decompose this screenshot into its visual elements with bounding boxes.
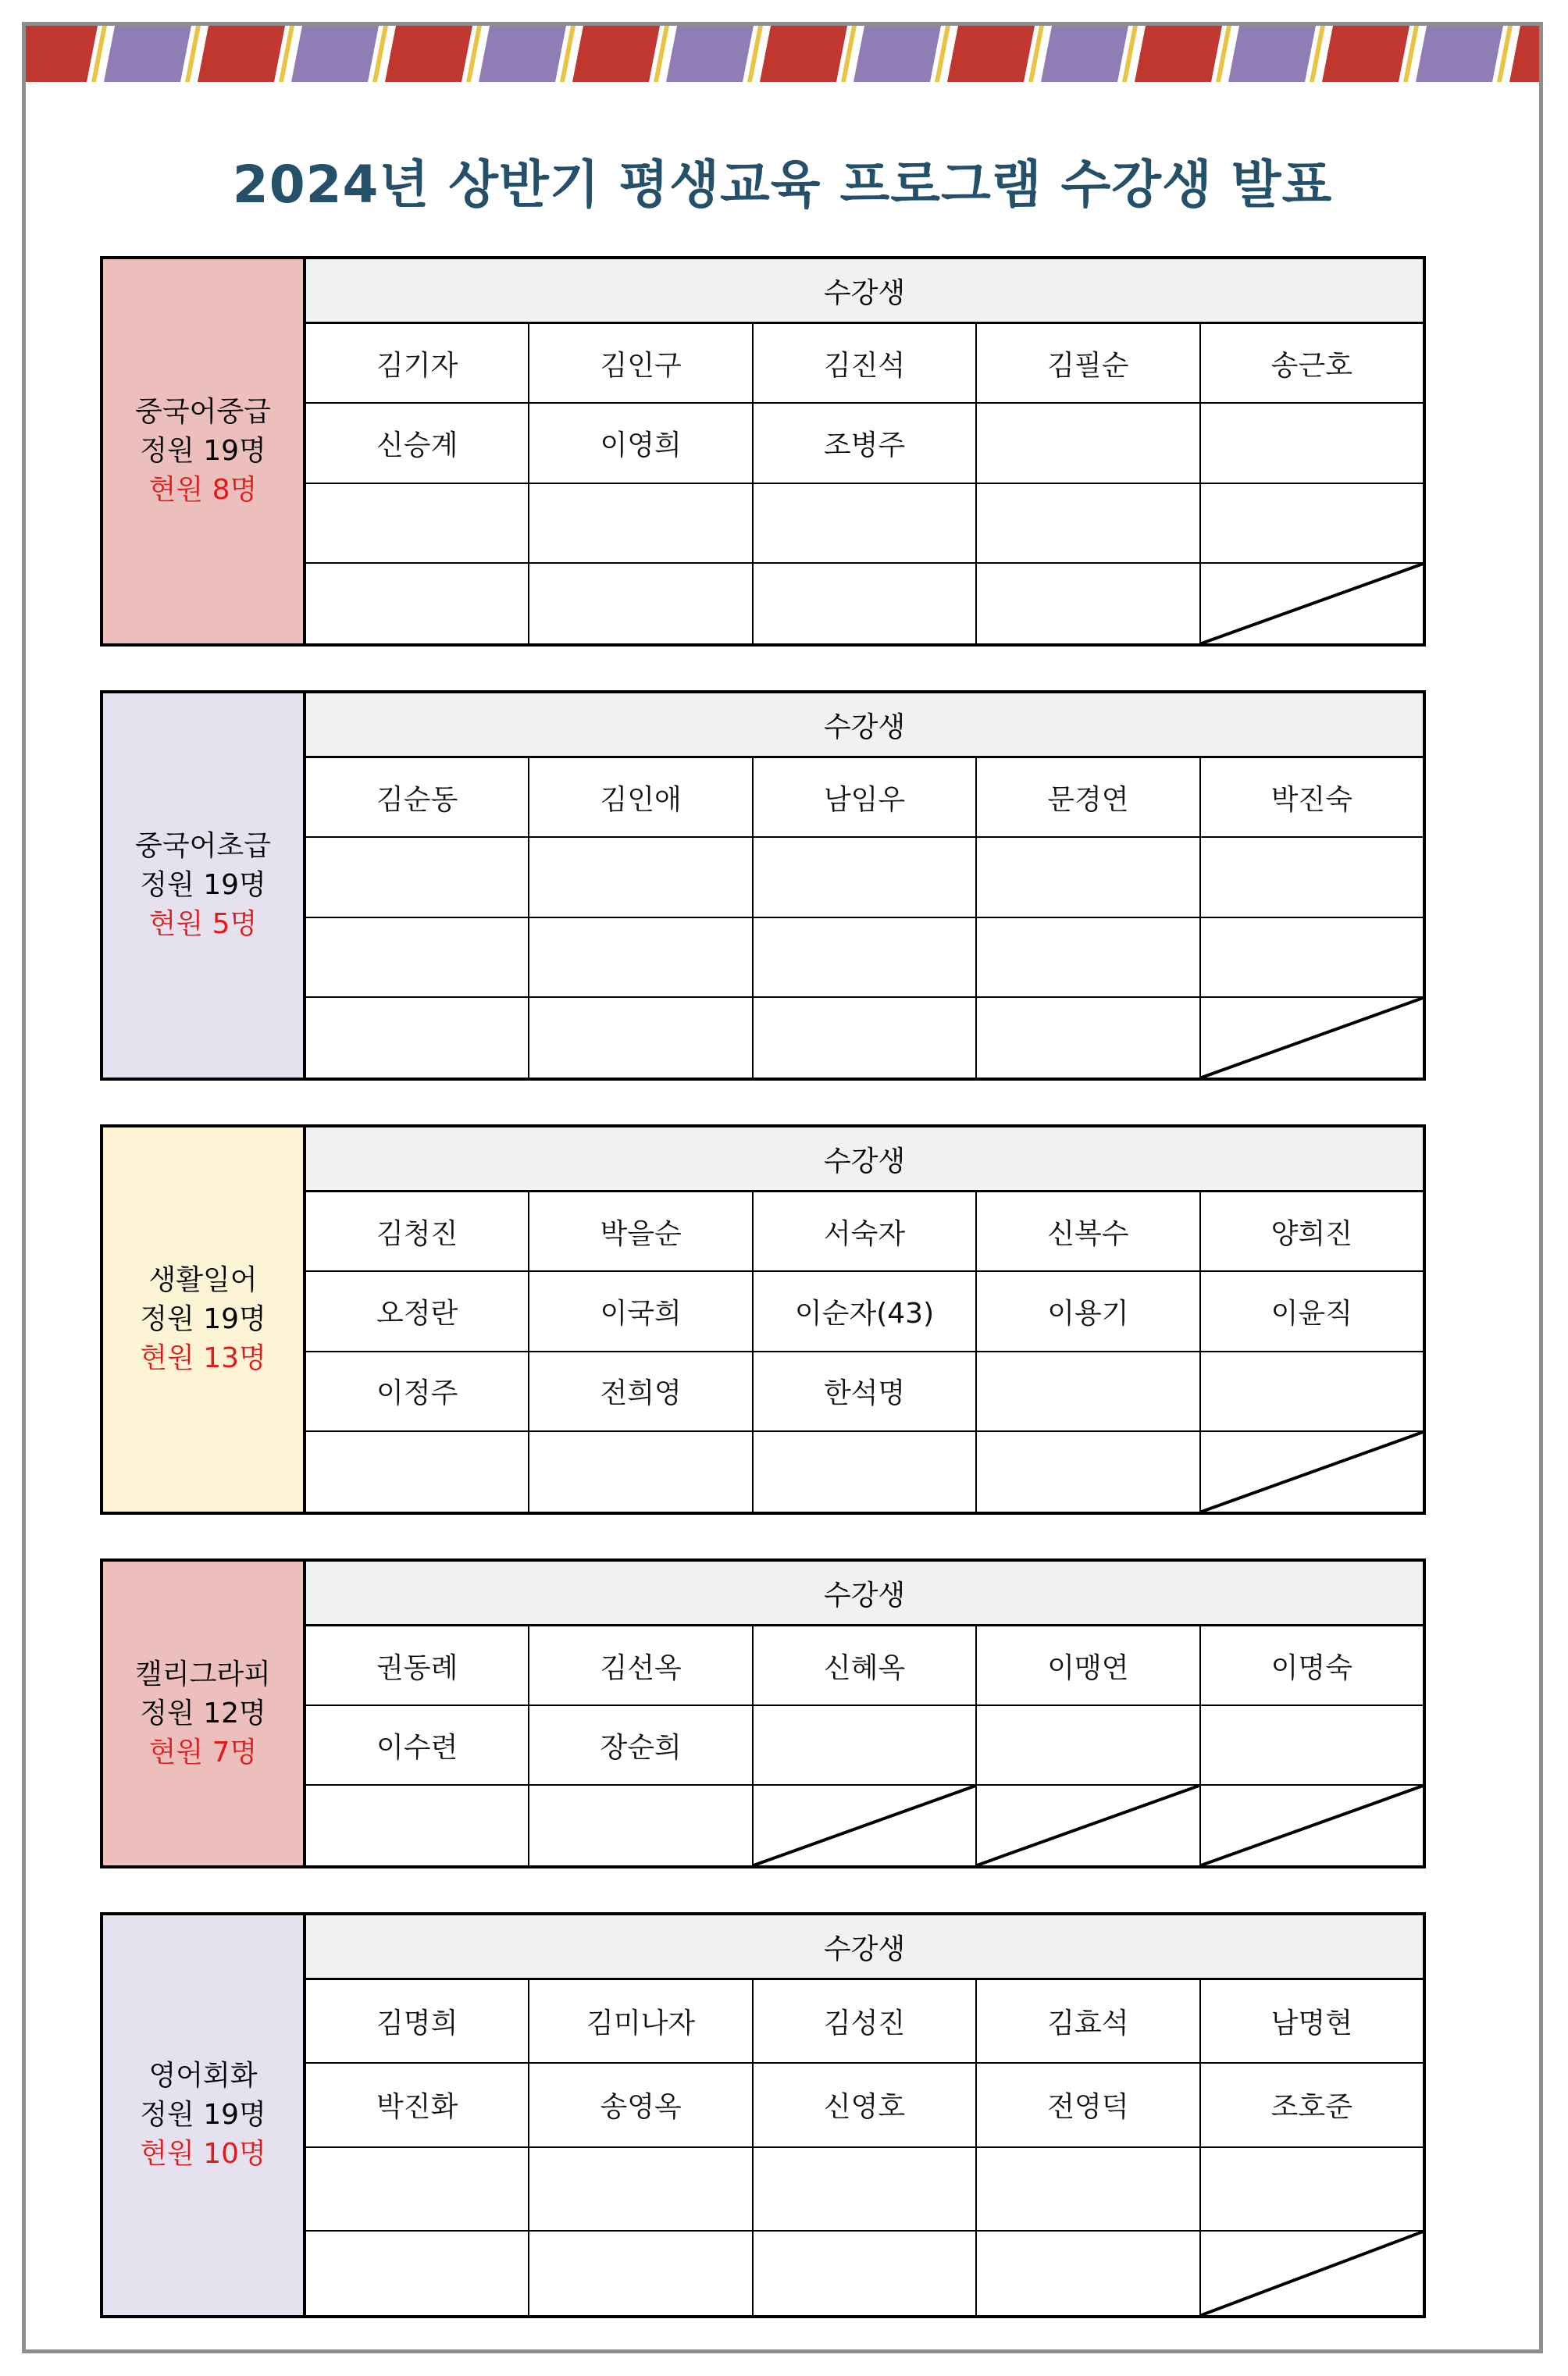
student-name-cell <box>754 918 977 996</box>
current-count-label: 현원 8명 <box>148 474 258 506</box>
student-name-cell: 김성진 <box>754 1980 977 2062</box>
student-name-cell <box>306 2232 529 2315</box>
table-row <box>306 2232 1423 2315</box>
student-name-cell <box>754 2232 977 2315</box>
course-section <box>100 1912 1426 2318</box>
student-table <box>306 1915 1423 2315</box>
course-category <box>103 259 306 643</box>
student-name-cell <box>977 1352 1200 1430</box>
student-name-cell: 신복수 <box>977 1192 1200 1270</box>
capacity-label: 정원 19명 <box>140 435 266 467</box>
student-name-cell: 이용기 <box>977 1272 1200 1350</box>
student-name-cell <box>1201 918 1423 996</box>
student-name-cell <box>529 2232 753 2315</box>
student-name-cell <box>529 1786 753 1865</box>
course-category <box>103 1562 306 1865</box>
student-name-cell: 이윤직 <box>1270 1297 1352 1330</box>
stripe-band <box>1228 26 1316 82</box>
unavailable-slash-mark <box>754 1786 975 1865</box>
table-row <box>306 2148 1423 2232</box>
student-name-cell <box>306 1432 529 1512</box>
stripe-band <box>385 26 472 82</box>
stripe-band <box>26 26 98 82</box>
student-name-cell: 김인애 <box>529 758 753 836</box>
course-name: 영어회화 <box>148 2060 258 2092</box>
student-name-cell <box>754 564 977 643</box>
course-section <box>100 1124 1426 1515</box>
student-name-cell: 김진석 <box>754 324 977 402</box>
stripe-band <box>1135 26 1222 82</box>
student-name-cell <box>977 2232 1200 2315</box>
current-count-label: 현원 10명 <box>140 2138 266 2170</box>
student-name-cell <box>754 1706 977 1784</box>
student-name-cell: 이명숙 <box>1270 1651 1352 1684</box>
student-table <box>306 1127 1423 1512</box>
student-name-cell <box>977 998 1200 1078</box>
student-name-cell: 권동례 <box>306 1626 529 1705</box>
table-row <box>306 1272 1423 1352</box>
unavailable-slash-mark <box>1201 1786 1423 1865</box>
table-row <box>306 1626 1423 1706</box>
student-name-cell: 이영희 <box>529 404 753 482</box>
student-table <box>306 1562 1423 1865</box>
student-name-cell <box>977 564 1200 643</box>
student-name-cell <box>754 998 977 1078</box>
student-name-cell <box>977 2148 1200 2230</box>
student-name-cell <box>1201 838 1423 916</box>
student-name-cell <box>529 918 753 996</box>
table-row <box>306 1352 1423 1432</box>
student-name-cell: 이수련 <box>306 1706 529 1784</box>
unavailable-slash-mark <box>1201 564 1423 643</box>
student-name-cell <box>754 484 977 562</box>
stripe-band <box>198 26 285 82</box>
student-name-cell <box>977 1432 1200 1512</box>
capacity-label: 정원 19명 <box>140 1303 266 1335</box>
table-row <box>306 1980 1423 2064</box>
table-row <box>306 1786 1423 1865</box>
student-name-cell: 신승계 <box>306 404 529 482</box>
capacity-label: 정원 19명 <box>140 2099 266 2131</box>
student-name-cell <box>977 484 1200 562</box>
course-name: 중국어중급 <box>135 396 271 428</box>
student-name-cell: 조병주 <box>754 404 977 482</box>
student-name-cell <box>306 838 529 916</box>
student-name-cell: 양희진 <box>1270 1217 1352 1250</box>
student-name-cell: 이국희 <box>529 1272 753 1350</box>
student-name-cell: 조호준 <box>1270 2091 1352 2124</box>
table-header: 수강생 <box>306 1915 1423 1980</box>
course-name: 캘리그라피 <box>135 1658 271 1690</box>
table-header: 수강생 <box>306 1127 1423 1192</box>
course-name: 중국어초급 <box>135 830 271 862</box>
student-name-cell <box>529 998 753 1078</box>
student-name-cell <box>754 838 977 916</box>
student-name-cell: 서숙자 <box>754 1192 977 1270</box>
stripe-band <box>853 26 941 82</box>
table-header: 수강생 <box>306 693 1423 758</box>
stripe-band <box>1322 26 1409 82</box>
stripe-band <box>104 26 191 82</box>
table-row <box>306 1432 1423 1512</box>
stripe-band <box>1041 26 1128 82</box>
student-name-cell: 김선옥 <box>529 1626 753 1705</box>
stripe-band <box>666 26 754 82</box>
student-name-cell <box>306 918 529 996</box>
student-name-cell: 신영호 <box>754 2064 977 2146</box>
student-name-cell <box>1201 1706 1423 1784</box>
table-row <box>306 998 1423 1078</box>
table-row <box>306 1192 1423 1272</box>
table-header: 수강생 <box>306 259 1423 324</box>
student-name-cell <box>306 998 529 1078</box>
student-name-cell <box>306 1786 529 1865</box>
student-name-cell <box>529 2148 753 2230</box>
current-count-label: 현원 5명 <box>148 908 258 940</box>
course-section <box>100 1558 1426 1868</box>
student-name-cell: 문경연 <box>977 758 1200 836</box>
student-name-cell: 오정란 <box>306 1272 529 1350</box>
course-section <box>100 690 1426 1081</box>
student-name-cell: 박진화 <box>306 2064 529 2146</box>
student-name-cell <box>306 484 529 562</box>
student-name-cell <box>1201 1352 1423 1430</box>
course-section <box>100 256 1426 647</box>
stripe-band <box>291 26 379 82</box>
student-name-cell <box>754 2148 977 2230</box>
stripe-band <box>760 26 847 82</box>
unavailable-slash-mark <box>1201 1432 1423 1512</box>
student-name-cell: 송영옥 <box>529 2064 753 2146</box>
table-row <box>306 484 1423 564</box>
student-name-cell <box>977 918 1200 996</box>
student-name-cell: 전희영 <box>529 1352 753 1430</box>
capacity-label: 정원 19명 <box>140 869 266 901</box>
student-name-cell <box>1201 2232 1423 2315</box>
student-name-cell: 장순희 <box>529 1706 753 1784</box>
decorative-stripe-border <box>26 26 1539 82</box>
course-category <box>103 1127 306 1512</box>
stripe-band <box>1509 26 1539 82</box>
stripe-band <box>479 26 566 82</box>
student-name-cell: 전영덕 <box>977 2064 1200 2146</box>
student-name-cell: 김인구 <box>529 324 753 402</box>
student-name-cell <box>1201 998 1423 1078</box>
student-name-cell: 박을순 <box>529 1192 753 1270</box>
student-name-cell: 김기자 <box>306 324 529 402</box>
student-name-cell: 김명희 <box>306 1980 529 2062</box>
table-row <box>306 918 1423 998</box>
table-row <box>306 564 1423 643</box>
unavailable-slash-mark <box>977 1786 1199 1865</box>
stripe-band <box>1416 26 1503 82</box>
page-title: 2024년 상반기 평생교육 프로그램 수강생 발표 <box>232 155 1333 215</box>
student-name-cell <box>1201 1786 1423 1865</box>
table-row <box>306 1706 1423 1786</box>
table-header: 수강생 <box>306 1562 1423 1626</box>
table-row <box>306 2064 1423 2147</box>
student-name-cell <box>977 1706 1200 1784</box>
student-name-cell <box>529 1432 753 1512</box>
student-name-cell: 한석명 <box>754 1352 977 1430</box>
course-category <box>103 1915 306 2315</box>
student-name-cell: 신혜옥 <box>754 1626 977 1705</box>
student-name-cell <box>1201 564 1423 643</box>
unavailable-slash-mark <box>1201 998 1423 1078</box>
student-name-cell <box>306 2148 529 2230</box>
student-name-cell <box>529 484 753 562</box>
current-count-label: 현원 13명 <box>140 1342 266 1374</box>
student-name-cell: 이순자(43) <box>754 1272 977 1350</box>
student-name-cell: 남명현 <box>1270 2007 1352 2040</box>
student-name-cell <box>529 838 753 916</box>
table-row <box>306 758 1423 838</box>
student-name-cell <box>1201 484 1423 562</box>
table-row <box>306 404 1423 483</box>
student-name-cell <box>977 1786 1200 1865</box>
student-name-cell <box>754 1786 977 1865</box>
student-name-cell: 남임우 <box>754 758 977 836</box>
student-name-cell: 송근호 <box>1270 349 1352 382</box>
student-name-cell: 김청진 <box>306 1192 529 1270</box>
current-count-label: 현원 7명 <box>148 1736 258 1769</box>
student-name-cell <box>1201 2148 1423 2230</box>
student-name-cell <box>977 404 1200 482</box>
student-name-cell <box>1201 1432 1423 1512</box>
student-name-cell: 이정주 <box>306 1352 529 1430</box>
student-name-cell: 김미나자 <box>529 1980 753 2062</box>
table-row <box>306 838 1423 917</box>
student-name-cell: 김효석 <box>977 1980 1200 2062</box>
student-name-cell <box>306 564 529 643</box>
student-table <box>306 693 1423 1078</box>
student-name-cell <box>1201 404 1423 482</box>
stripe-band <box>947 26 1035 82</box>
student-name-cell <box>754 1432 977 1512</box>
student-name-cell: 김필순 <box>977 324 1200 402</box>
stripe-band <box>572 26 660 82</box>
student-name-cell <box>529 564 753 643</box>
student-name-cell: 이맹연 <box>977 1626 1200 1705</box>
student-table <box>306 259 1423 643</box>
student-name-cell <box>977 838 1200 916</box>
unavailable-slash-mark <box>1201 2232 1423 2315</box>
course-name: 생활일어 <box>148 1264 258 1296</box>
table-row <box>306 324 1423 404</box>
capacity-label: 정원 12명 <box>140 1697 266 1729</box>
student-name-cell: 김순동 <box>306 758 529 836</box>
course-category <box>103 693 306 1078</box>
student-name-cell: 박진숙 <box>1270 783 1352 816</box>
